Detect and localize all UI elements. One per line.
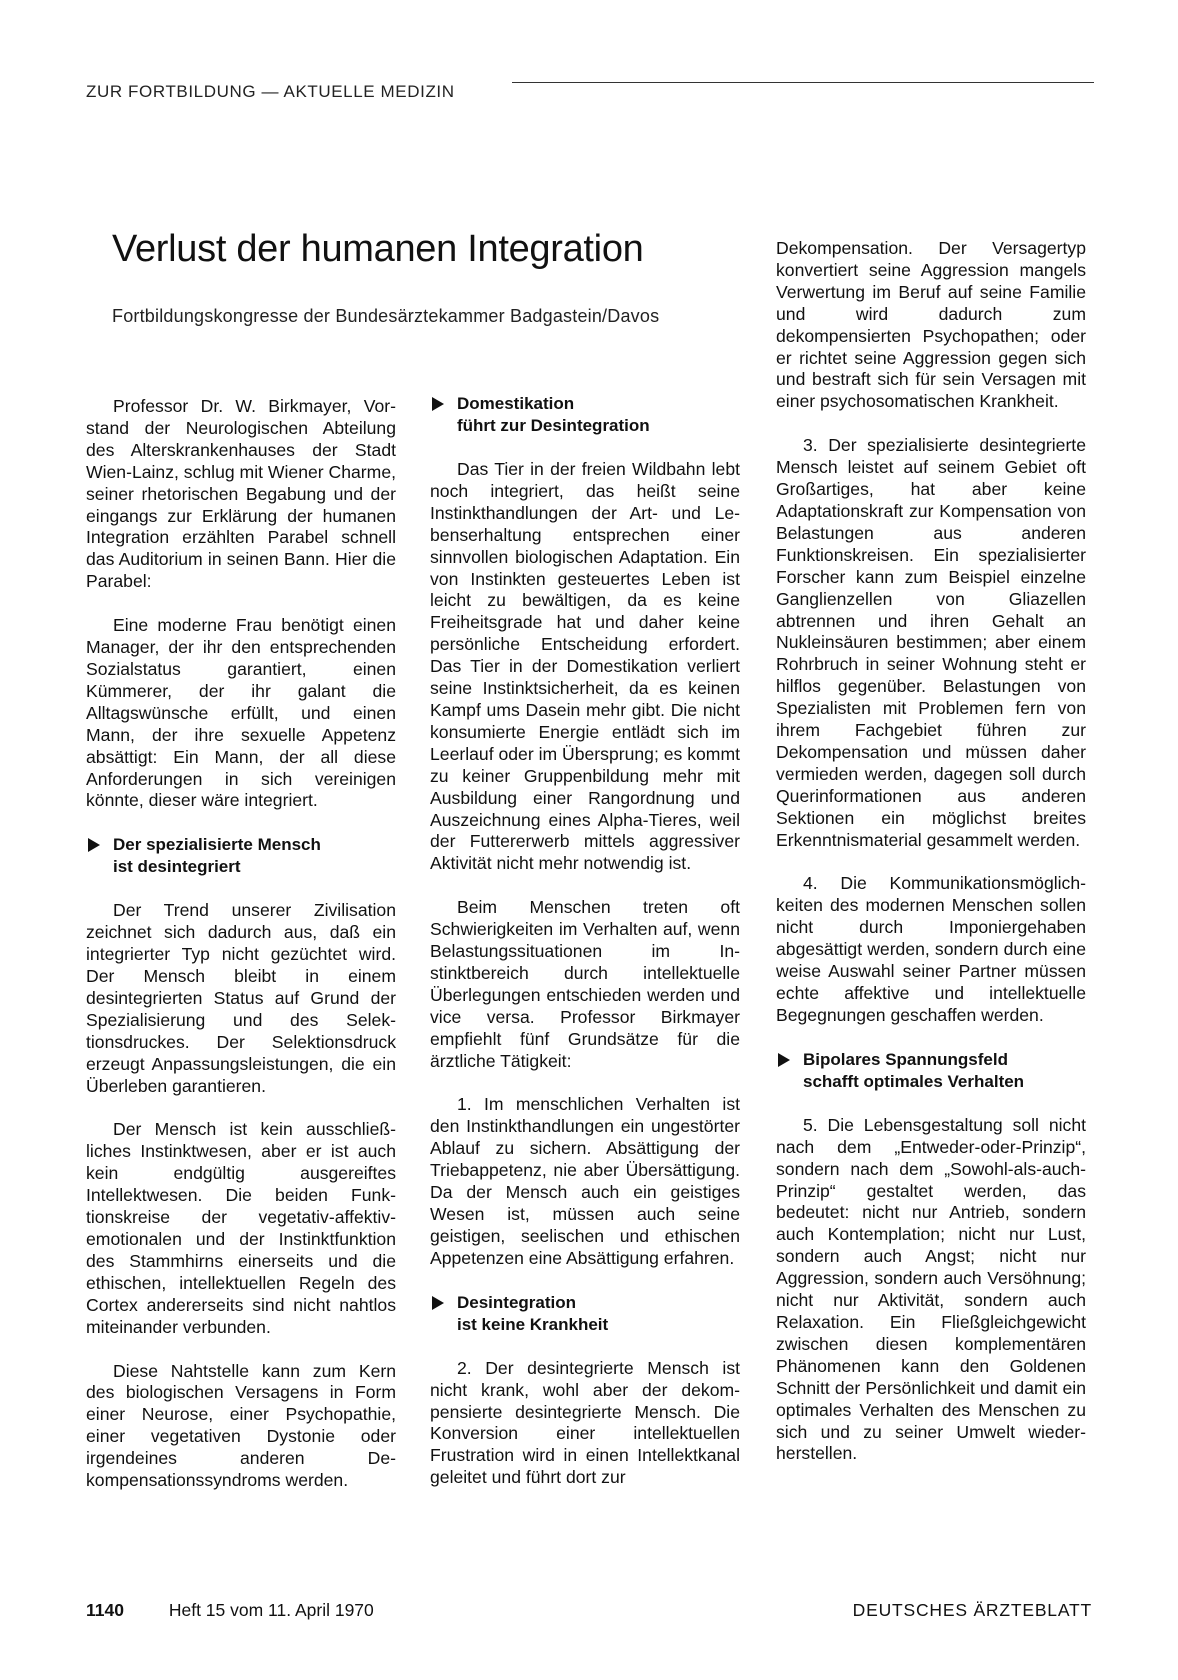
section-heading	[430, 1292, 740, 1336]
triangle-bullet-icon	[432, 1296, 444, 1310]
triangle-bullet-icon	[432, 397, 444, 411]
paragraph: Dekompensation. Der Versagertyp konvertiert seine Aggression mangels Verwertung im Beruf auf seine Familie und wird dadurch zum dekompensierten Psychopathen; oder er richtet seine Aggression gegen sich und bestraft sich für sein Versagen mit einer psychosomatischen Krankheit.	[776, 238, 1086, 412]
page-number: 1140	[86, 1600, 124, 1620]
section-header: ZUR FORTBILDUNG — AKTUELLE MEDIZIN	[86, 82, 455, 101]
section-heading-line: ist keine Krankheit	[457, 1314, 609, 1334]
section-heading	[430, 393, 740, 437]
section-heading-line: Der spezialisierte Mensch	[113, 835, 321, 855]
paragraph: Beim Menschen treten oft Schwierigkeiten im Verhalten auf, wenn Belastungssituationen im Instinktbereich durch intellektuelle Überlegungen entschieden werden und vice versa. Professor Birkmayer empfiehlt fünf Grundsätze für die ärztliche Tätigkeit:	[430, 897, 740, 1071]
section-heading	[776, 1049, 1086, 1093]
triangle-bullet-icon	[88, 838, 100, 852]
section-heading-line: Bipolares Spannungsfeld	[803, 1049, 1008, 1069]
paragraph: Das Tier in der freien Wildbahn lebt noch integriert, das heißt seine Instinkthandlungen der Art- und Lebenserhaltung entsprechen einer sinnvollen biologischen Adaptation. Ein von Instinkten gesteuertes Leben ist leicht zu bewältigen, da es keine Freiheitsgrade hat und daher keine persönliche Entscheidung erfordert. Das Tier in der Domestikation verliert seine Instinktsicherheit, da es keinen Kampf ums Dasein mehr gibt. Die nicht konsumierte Energie entlädt sich im Leerlauf oder im Übersprung; es kommt zu keiner Gruppenbildung mehr mit Ausbildung einer Rangordnung und Auszeichnung eines Alpha-Tieres, weil der Futtererwerb mittels aggressiver Aktivität nicht mehr notwendig ist.	[430, 459, 740, 874]
section-heading-line: Domestikation	[457, 394, 575, 413]
paragraph: 5. Die Lebensgestaltung soll nicht nach dem „Entweder-oder-Prinzip“, sondern nach dem „Sowohl-als-auch-Prinzip“ gestaltet werden, das bedeutet: nicht nur Antrieb, sondern auch Kontemplation; nicht nur Lust, sondern auch Angst; nicht nur Aggression, sondern auch Versöhnung; nicht nur Aktivität, sondern auch Relaxation. Ein Fließgleichgewicht zwischen diesen komplementären Phänomenen kann den Goldenen Schnitt der Persönlichkeit und damit ein optimales Verhalten des Menschen zu sich und zu seiner Umwelt wiederherstellen.	[776, 1114, 1086, 1464]
paragraph: Diese Nahtstelle kann zum Kern des biologischen Versagens in Form einer Neurose, einer Psychopathie, einer vegetativen Dystonie oder irgendeines anderen Dekompensationssyndroms werden.	[86, 1360, 396, 1491]
paragraph: Der Mensch ist kein ausschließliches Instinktwesen, aber er ist auch kein endgültig ausgereiftes Intellektwesen. Die beiden Funktionskreise der vegetativ-affektiv-emotionalen und der Instinktfunktion des Stammhirns einerseits und die ethischen, intellektuellen Regeln des Cortex andererseits sind nicht nahtlos miteinander verbunden.	[86, 1119, 396, 1337]
section-heading-line: Desintegration	[457, 1292, 577, 1312]
section-heading-line: ist desintegriert	[113, 857, 241, 877]
section-heading-line: schafft optimales Verhalten	[803, 1071, 1025, 1091]
paragraph: 4. Die Kommunikationsmöglichkeiten des modernen Menschen sollen nicht durch Imponiergehaben abgesättigt werden, sondern durch eine weise Auswahl seiner Partner müssen echte affektive und intellektuelle Begegnungen geschaffen werden.	[776, 873, 1086, 1025]
paragraph: 1. Im menschlichen Verhalten ist den Instinkthandlungen ein ungestörter Ablauf zu sichern. Absättigung der Triebappetenz, nie aber Übersättigung. Da der Mensch auch ein geistiges Wesen ist, müssen auch seine geistigen, seelischen und ethischen Appetenzen eine Absättigung erfahren.	[430, 1094, 740, 1268]
triangle-bullet-icon	[778, 1053, 790, 1067]
header-rule	[512, 82, 1094, 83]
section-heading-line: führt zur Desintegration	[457, 416, 650, 435]
paragraph: 2. Der desintegrierte Mensch ist nicht krank, wohl aber der dekompensierte desintegrierte Mensch. Die Konversion einer intellektuellen Frustration wird in einen Intellektkanal geleitet und führt dort zur	[430, 1357, 740, 1488]
column-2	[430, 393, 740, 1489]
column-3	[776, 238, 1086, 1465]
section-heading	[86, 834, 396, 878]
paragraph: Professor Dr. W. Birkmayer, Vorstand der Neurologischen Abteilung des Alterskrankenhauses der Stadt Wien-Lainz, schlug mit Wiener Charme, seiner rhetorischen Begabung und der eingangs zur Erklärung der humanen Integration erzählten Parabel schnell das Auditorium in seinen Bann. Hier die Parabel:	[86, 396, 396, 592]
journal-name: DEUTSCHES ÄRZTEBLATT	[852, 1600, 1092, 1620]
issue-info: Heft 15 vom 11. April 1970	[168, 1600, 374, 1620]
paragraph: Der Trend unserer Zivilisation zeichnet sich dadurch aus, daß ein integrierter Typ nicht gezüchtet wird. Der Mensch bleibt in einem desintegrierten Status auf Grund der Spezialisierung und des Selektionsdruckes. Der Selektionsdruck erzeugt Anpassungsleistungen, die ein Überleben garantieren.	[86, 900, 396, 1096]
column-1	[86, 396, 396, 1492]
paragraph: Eine moderne Frau benötigt einen Manager, der ihr den entsprechenden Sozialstatus garantiert, einen Kümmerer, der ihr galant die Alltagswünsche erfüllt, und einen Mann, der ihre sexuelle Appetenz absättigt: Ein Mann, der all diese Anforderungen in sich vereinigen könnte, dieser wäre integriert.	[86, 615, 396, 811]
article-subtitle: Fortbildungskongresse der Bundesärztekammer Badgastein/Davos	[112, 306, 660, 326]
paragraph: 3. Der spezialisierte desintegrierte Mensch leistet auf seinem Gebiet oft Großartiges, hat aber keine Adaptationskraft zur Kompensation von Belastungen aus anderen Funktionskreisen. Ein spezialisierter Forscher kann zum Beispiel einzelne Ganglienzellen von Gliazellen abtrennen und ihren Gehalt an Nukleinsäuren bestimmen; aber einem Rohrbruch in seiner Wohnung steht er hilflos gegenüber. Belastungen von Spezialisten mit Problemen fern von ihrem Fachgebiet führen zur Dekompensation und müssen daher vermieden werden, dagegen soll durch Querinformationen aus anderen Sektionen ein möglichst breites Erkenntnismaterial gesammelt werden.	[776, 435, 1086, 850]
article-title: Verlust der humanen Integration	[112, 228, 644, 270]
footer-left	[86, 1600, 374, 1621]
